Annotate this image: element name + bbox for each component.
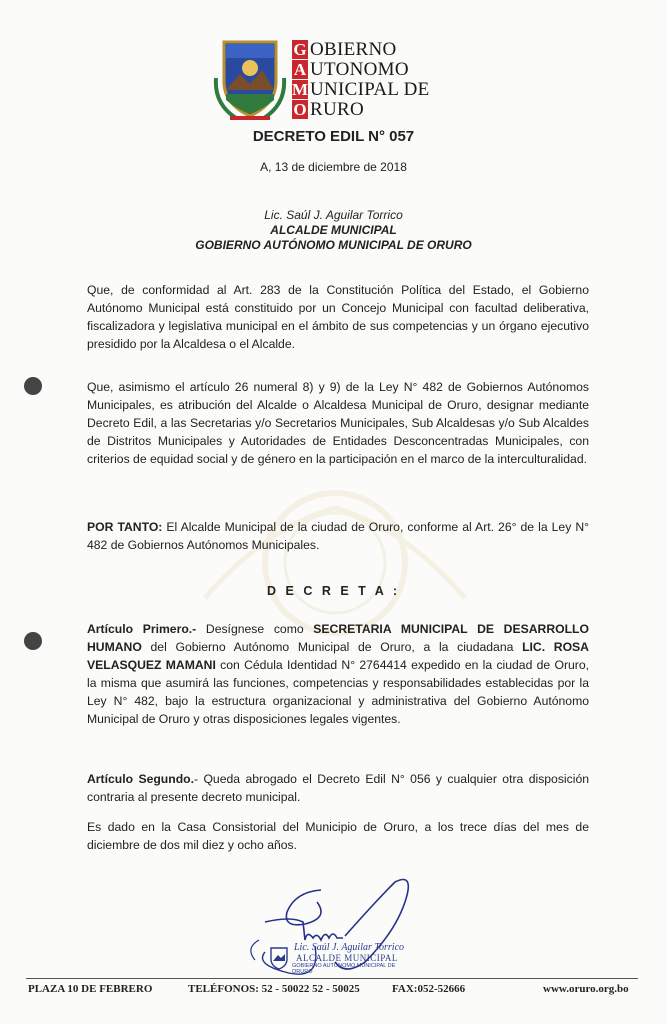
articulo-primero-text-1: Desígnese como — [196, 622, 314, 636]
stamp-institution: GOBIERNO AUTÓNOMO MUNICIPAL DE ORURO — [292, 963, 396, 975]
signature-stamp — [268, 942, 408, 975]
decree-title: DECRETO EDIL N° 057 — [252, 128, 415, 145]
articulo-primero-cargo: SECRETARIA MUNICIPAL DE DESARROLLO HUMANO — [87, 622, 589, 654]
initial-o: O — [293, 100, 307, 119]
initial-m: M — [292, 80, 309, 99]
considerando-paragraph-1: Que, de conformidad al Art. 283 de la Constitución Política del Estado, el Gobierno Autónomo Municipal está constituido por un Concejo Municipal con facultad deliberativa, fiscalizadora y legislativa municipal en el ámbito de sus competencias y un órgano ejecutivo presidido por la Alcaldesa o el Alcalde. — [87, 283, 589, 351]
addressee-institution: GOBIERNO AUTÓNOMO MUNICIPAL DE ORURO — [195, 238, 472, 252]
binder-hole-top — [24, 377, 42, 395]
letterhead-line-3: UNICIPAL DE — [310, 79, 430, 100]
por-tanto-text: El Alcalde Municipal de la ciudad de Oruro, conforme al Art. 26° de la Ley N° 482 de Gobiernos Autónomos Municipales. — [87, 520, 590, 552]
footer-phones: TELÉFONOS: 52 - 50022 52 - 50025 — [188, 983, 360, 995]
considerando-paragraph-2: Que, asimismo el artículo 26 numeral 8) y 9) de la Ley N° 482 de Gobiernos Autónomos Municipales, es atribución del Alcalde o Alcaldesa Municipal de Oruro, designar mediante Decreto Edil, a las Secretarias y/o Secretarios Municipales, Sub Alcaldesas y/o Sub Alcaldes de Distritos Municipales y Autoridades de Entidades Desconcentradas Municipales, con criterios de equidad social y de género en la participación en el marco de la interculturalidad. — [87, 380, 589, 466]
footer-address: PLAZA 10 DE FEBRERO — [28, 983, 153, 995]
municipal-seal-icon — [212, 38, 288, 122]
articulo-segundo-paragraph — [87, 770, 589, 806]
letterhead-logo — [212, 38, 452, 122]
closing-paragraph: Es dado en la Casa Consistorial del Municipio de Oruro, a los trece días del mes de diciembre de dos mil diez y ocho años. — [87, 820, 589, 852]
addressee-position: ALCALDE MUNICIPAL — [270, 223, 397, 237]
por-tanto-label: POR TANTO: — [87, 520, 163, 534]
stamp-name: Lic. Saúl J. Aguilar Torrico — [294, 942, 405, 953]
addressee-block — [0, 208, 667, 253]
letterhead-initials — [292, 40, 308, 120]
footer-fax: FAX:052-52666 — [392, 983, 466, 995]
stamp-position: ALCALDE MUNICIPAL — [296, 953, 398, 963]
footer-divider — [26, 978, 638, 979]
letterhead-wordmark — [310, 40, 430, 120]
articulo-primero-persona: LIC. ROSA VELASQUEZ MAMANI — [87, 640, 589, 672]
articulo-segundo-text: - Queda abrogado el Decreto Edil N° 056 y cualquier otra disposición contraria al presente decreto municipal. — [87, 772, 589, 804]
letterhead-line-1: OBIERNO — [310, 39, 397, 60]
addressee-name: Lic. Saúl J. Aguilar Torrico — [264, 208, 403, 222]
footer-website: www.oruro.org.bo — [543, 983, 629, 995]
articulo-primero-paragraph — [87, 620, 589, 728]
letterhead-line-2: UTONOMO — [310, 59, 409, 80]
articulo-segundo-label: Artículo Segundo. — [87, 772, 194, 786]
articulo-primero-label: Artículo Primero.- — [87, 622, 197, 636]
watermark-seal-icon — [185, 488, 485, 638]
por-tanto-paragraph — [87, 518, 589, 554]
letterhead-line-4: RURO — [310, 99, 364, 120]
decreta-heading: D E C R E T A : — [267, 584, 400, 598]
initial-g: G — [293, 40, 307, 59]
initial-a: A — [293, 60, 307, 79]
articulo-primero-text-3: con Cédula Identidad N° 2764414 expedido en la ciudad de Oruro, la misma que asumirá las funciones, competencias y responsabilidades establecidas por la Ley N° 482, bajo la estructura organizacional y administrativa del Gobierno Autónomo Municipal de Oruro y otras disposiciones legales vigentes. — [87, 658, 590, 726]
decree-date: A, 13 de diciembre de 2018 — [260, 160, 407, 174]
binder-hole-bottom — [24, 632, 42, 650]
articulo-primero-text-2: del Gobierno Autónomo Municipal de Oruro, a la ciudadana — [141, 640, 523, 654]
